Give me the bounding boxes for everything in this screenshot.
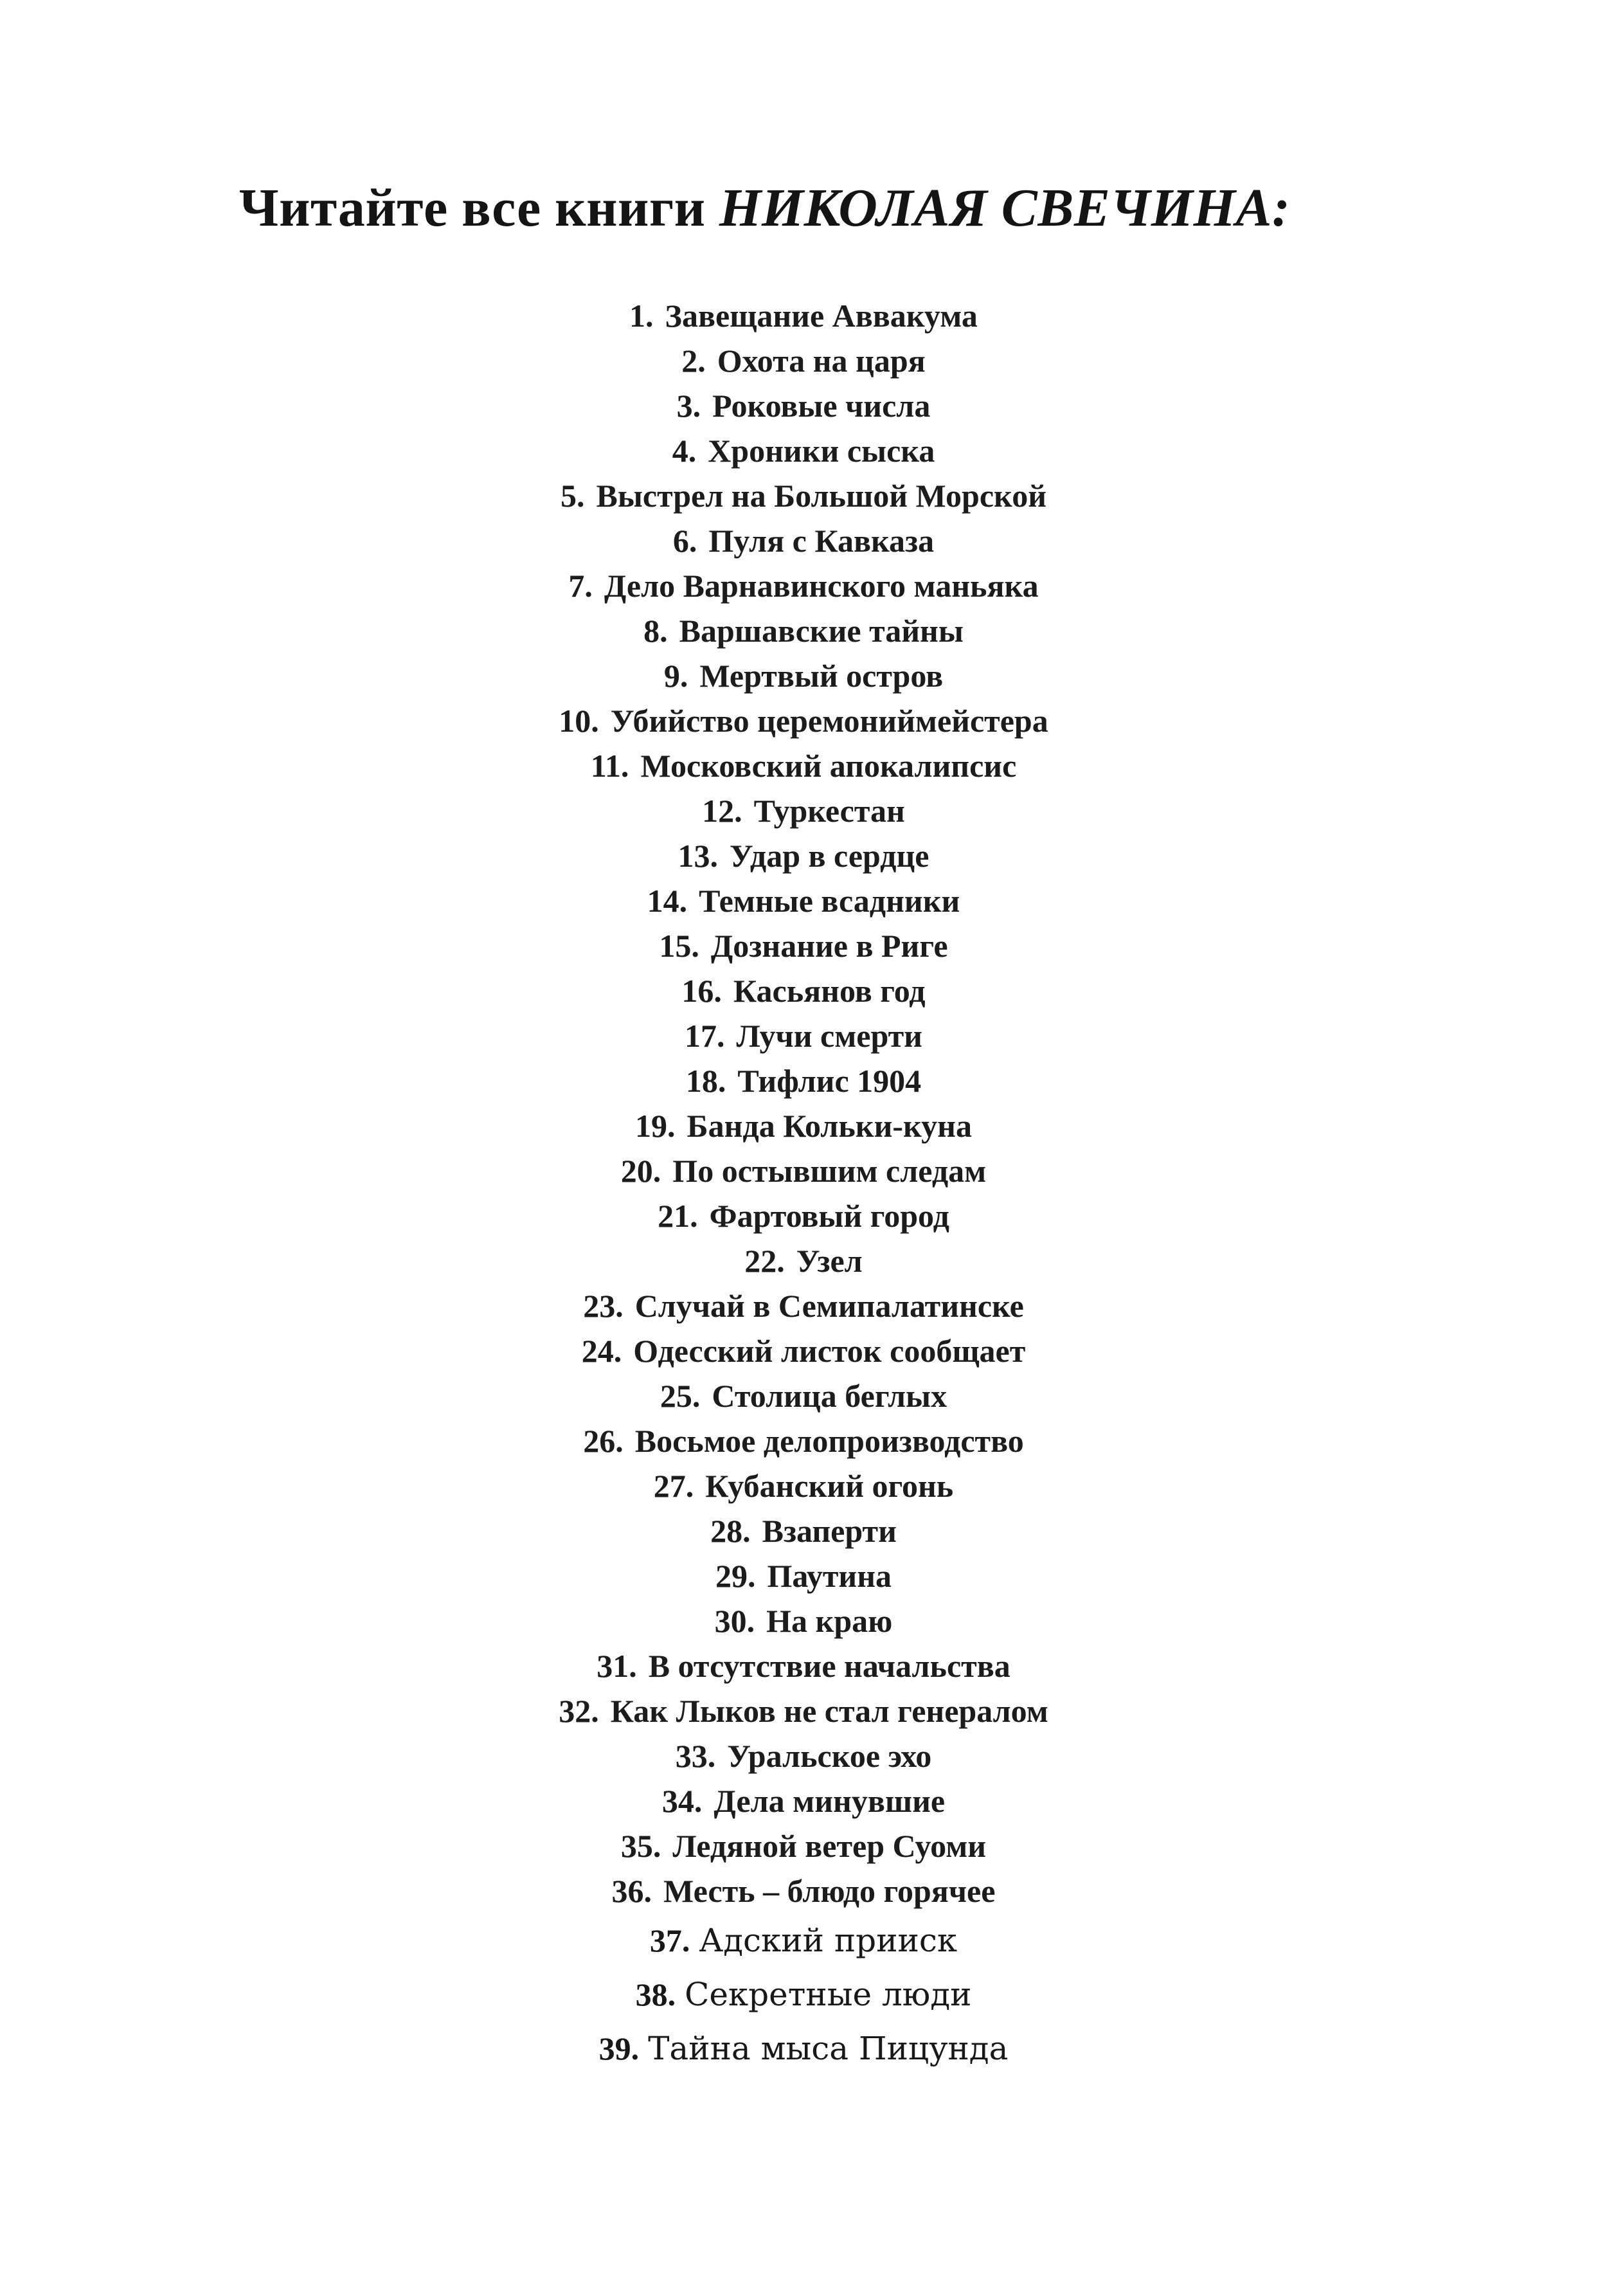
book-number: 26. bbox=[583, 1423, 624, 1460]
book-title: На краю bbox=[766, 1603, 893, 1640]
book-number: 9. bbox=[663, 658, 688, 694]
list-item bbox=[0, 428, 1607, 473]
book-number: 39. bbox=[598, 2030, 640, 2067]
list-item bbox=[0, 563, 1607, 608]
list-item bbox=[0, 1328, 1607, 1373]
list-item bbox=[0, 1238, 1607, 1283]
book-title: Взаперти bbox=[762, 1513, 897, 1550]
list-item bbox=[0, 833, 1607, 878]
book-number: 37. bbox=[649, 1922, 690, 1959]
book-number: 20. bbox=[620, 1153, 661, 1189]
list-item bbox=[0, 608, 1607, 653]
book-number: 33. bbox=[675, 1738, 716, 1775]
list-item bbox=[0, 968, 1607, 1013]
book-title: Тифлис 1904 bbox=[737, 1063, 922, 1099]
book-number: 7. bbox=[568, 568, 593, 604]
book-number: 4. bbox=[672, 433, 697, 469]
list-item bbox=[0, 1148, 1607, 1193]
book-title: Хроники сыска bbox=[708, 433, 935, 469]
book-title: Убийство церемониймейстера bbox=[610, 703, 1048, 739]
book-number: 2. bbox=[681, 343, 706, 379]
book-number: 21. bbox=[658, 1198, 698, 1234]
book-title: Московский апокалипсис bbox=[640, 748, 1017, 784]
book-title: Удар в сердце bbox=[730, 838, 929, 874]
list-item bbox=[0, 653, 1607, 698]
book-number: 12. bbox=[702, 793, 742, 829]
page-title-author: НИКОЛАЯ СВЕЧИНА: bbox=[719, 178, 1291, 238]
list-item bbox=[0, 518, 1607, 563]
book-title: Банда Кольки-куна bbox=[687, 1108, 972, 1144]
list-item bbox=[0, 1868, 1607, 1913]
list-item bbox=[0, 1778, 1607, 1823]
book-title: Мертвый остров bbox=[699, 658, 944, 694]
book-number: 38. bbox=[635, 1976, 676, 2013]
list-item bbox=[0, 1418, 1607, 1463]
book-number: 30. bbox=[714, 1603, 755, 1640]
book-title: Как Лыков не стал генералом bbox=[610, 1693, 1048, 1730]
list-item bbox=[0, 1193, 1607, 1238]
book-number: 22. bbox=[744, 1243, 785, 1279]
list-item bbox=[0, 788, 1607, 833]
book-number: 31. bbox=[597, 1648, 637, 1685]
list-item bbox=[0, 1823, 1607, 1868]
book-title: Кубанский огонь bbox=[705, 1468, 954, 1505]
book-number: 15. bbox=[659, 928, 699, 964]
book-title: Узел bbox=[796, 1243, 863, 1279]
list-item bbox=[0, 2021, 1607, 2075]
list-item bbox=[0, 878, 1607, 923]
book-number: 1. bbox=[629, 298, 654, 334]
list-item bbox=[0, 923, 1607, 968]
book-number: 24. bbox=[581, 1333, 622, 1369]
book-number: 6. bbox=[672, 523, 697, 559]
book-title: Завещание Аввакума bbox=[665, 298, 978, 334]
book-list bbox=[0, 293, 1607, 2075]
book-number: 16. bbox=[681, 973, 722, 1009]
list-item bbox=[0, 743, 1607, 788]
book-title: Месть – блюдо горячее bbox=[663, 1873, 996, 1910]
book-number: 18. bbox=[685, 1063, 726, 1099]
book-title: Дело Варнавинского маньяка bbox=[604, 568, 1039, 604]
list-item bbox=[0, 1733, 1607, 1778]
book-title: Роковые числа bbox=[712, 388, 931, 424]
book-number: 27. bbox=[653, 1468, 694, 1505]
book-title: Варшавские тайны bbox=[679, 613, 964, 649]
list-item bbox=[0, 338, 1607, 383]
book-title: Дела минувшие bbox=[714, 1783, 946, 1820]
list-item bbox=[0, 293, 1607, 338]
list-item bbox=[0, 1643, 1607, 1688]
list-item bbox=[0, 1103, 1607, 1148]
book-title: Темные всадники bbox=[699, 883, 960, 919]
book-number: 23. bbox=[583, 1288, 624, 1324]
list-item bbox=[0, 1058, 1607, 1103]
book-number: 5. bbox=[560, 478, 585, 514]
book-number: 19. bbox=[635, 1108, 676, 1144]
book-title: Тайна мыса Пицунда bbox=[648, 2030, 1009, 2068]
book-number: 14. bbox=[647, 883, 688, 919]
list-item bbox=[0, 473, 1607, 518]
book-title: Фартовый город bbox=[709, 1198, 949, 1234]
book-number: 17. bbox=[685, 1018, 725, 1054]
book-number: 10. bbox=[559, 703, 599, 739]
book-title: Случай в Семипалатинске bbox=[634, 1288, 1024, 1324]
book-title: Уральское эхо bbox=[727, 1738, 932, 1775]
list-item bbox=[0, 1373, 1607, 1418]
book-title: Одесский листок сообщает bbox=[633, 1333, 1026, 1369]
book-title: В отсутствие начальства bbox=[648, 1648, 1010, 1685]
page-title-prefix: Читайте все книги bbox=[239, 178, 719, 238]
book-title: Касьянов год bbox=[733, 973, 926, 1009]
list-item bbox=[0, 1013, 1607, 1058]
book-number: 29. bbox=[715, 1558, 756, 1595]
book-title: Секретные люди bbox=[685, 1976, 972, 2014]
book-title: Адский прииск bbox=[699, 1922, 958, 1960]
book-number: 36. bbox=[611, 1873, 652, 1910]
book-title: Туркестан bbox=[753, 793, 905, 829]
book-number: 3. bbox=[676, 388, 701, 424]
book-title: Ледяной ветер Суоми bbox=[672, 1828, 987, 1865]
list-item bbox=[0, 383, 1607, 428]
page-title bbox=[239, 179, 1607, 238]
list-item bbox=[0, 698, 1607, 743]
book-title: Охота на царя bbox=[717, 343, 926, 379]
book-title: Выстрел на Большой Морской bbox=[596, 478, 1046, 514]
book-number: 13. bbox=[678, 838, 719, 874]
book-number: 28. bbox=[710, 1513, 751, 1550]
list-item bbox=[0, 1463, 1607, 1508]
list-item bbox=[0, 1508, 1607, 1553]
book-title: Столица беглых bbox=[712, 1378, 947, 1415]
book-number: 11. bbox=[590, 748, 629, 784]
book-title: Лучи смерти bbox=[736, 1018, 922, 1054]
book-number: 8. bbox=[643, 613, 668, 649]
list-item bbox=[0, 1553, 1607, 1598]
book-title: По остывшим следам bbox=[672, 1153, 987, 1189]
book-number: 34. bbox=[661, 1783, 703, 1820]
book-title: Восьмое делопроизводство bbox=[634, 1423, 1024, 1460]
list-item bbox=[0, 1283, 1607, 1328]
list-item bbox=[0, 1598, 1607, 1643]
book-title: Пуля с Кавказа bbox=[708, 523, 935, 559]
book-title: Дознание в Риге bbox=[710, 928, 948, 964]
book-number: 25. bbox=[660, 1378, 701, 1415]
book-number: 32. bbox=[559, 1693, 599, 1730]
list-item bbox=[0, 1913, 1607, 1967]
list-item bbox=[0, 1967, 1607, 2021]
book-title: Паутина bbox=[767, 1558, 892, 1595]
book-number: 35. bbox=[620, 1828, 661, 1865]
list-item bbox=[0, 1688, 1607, 1733]
